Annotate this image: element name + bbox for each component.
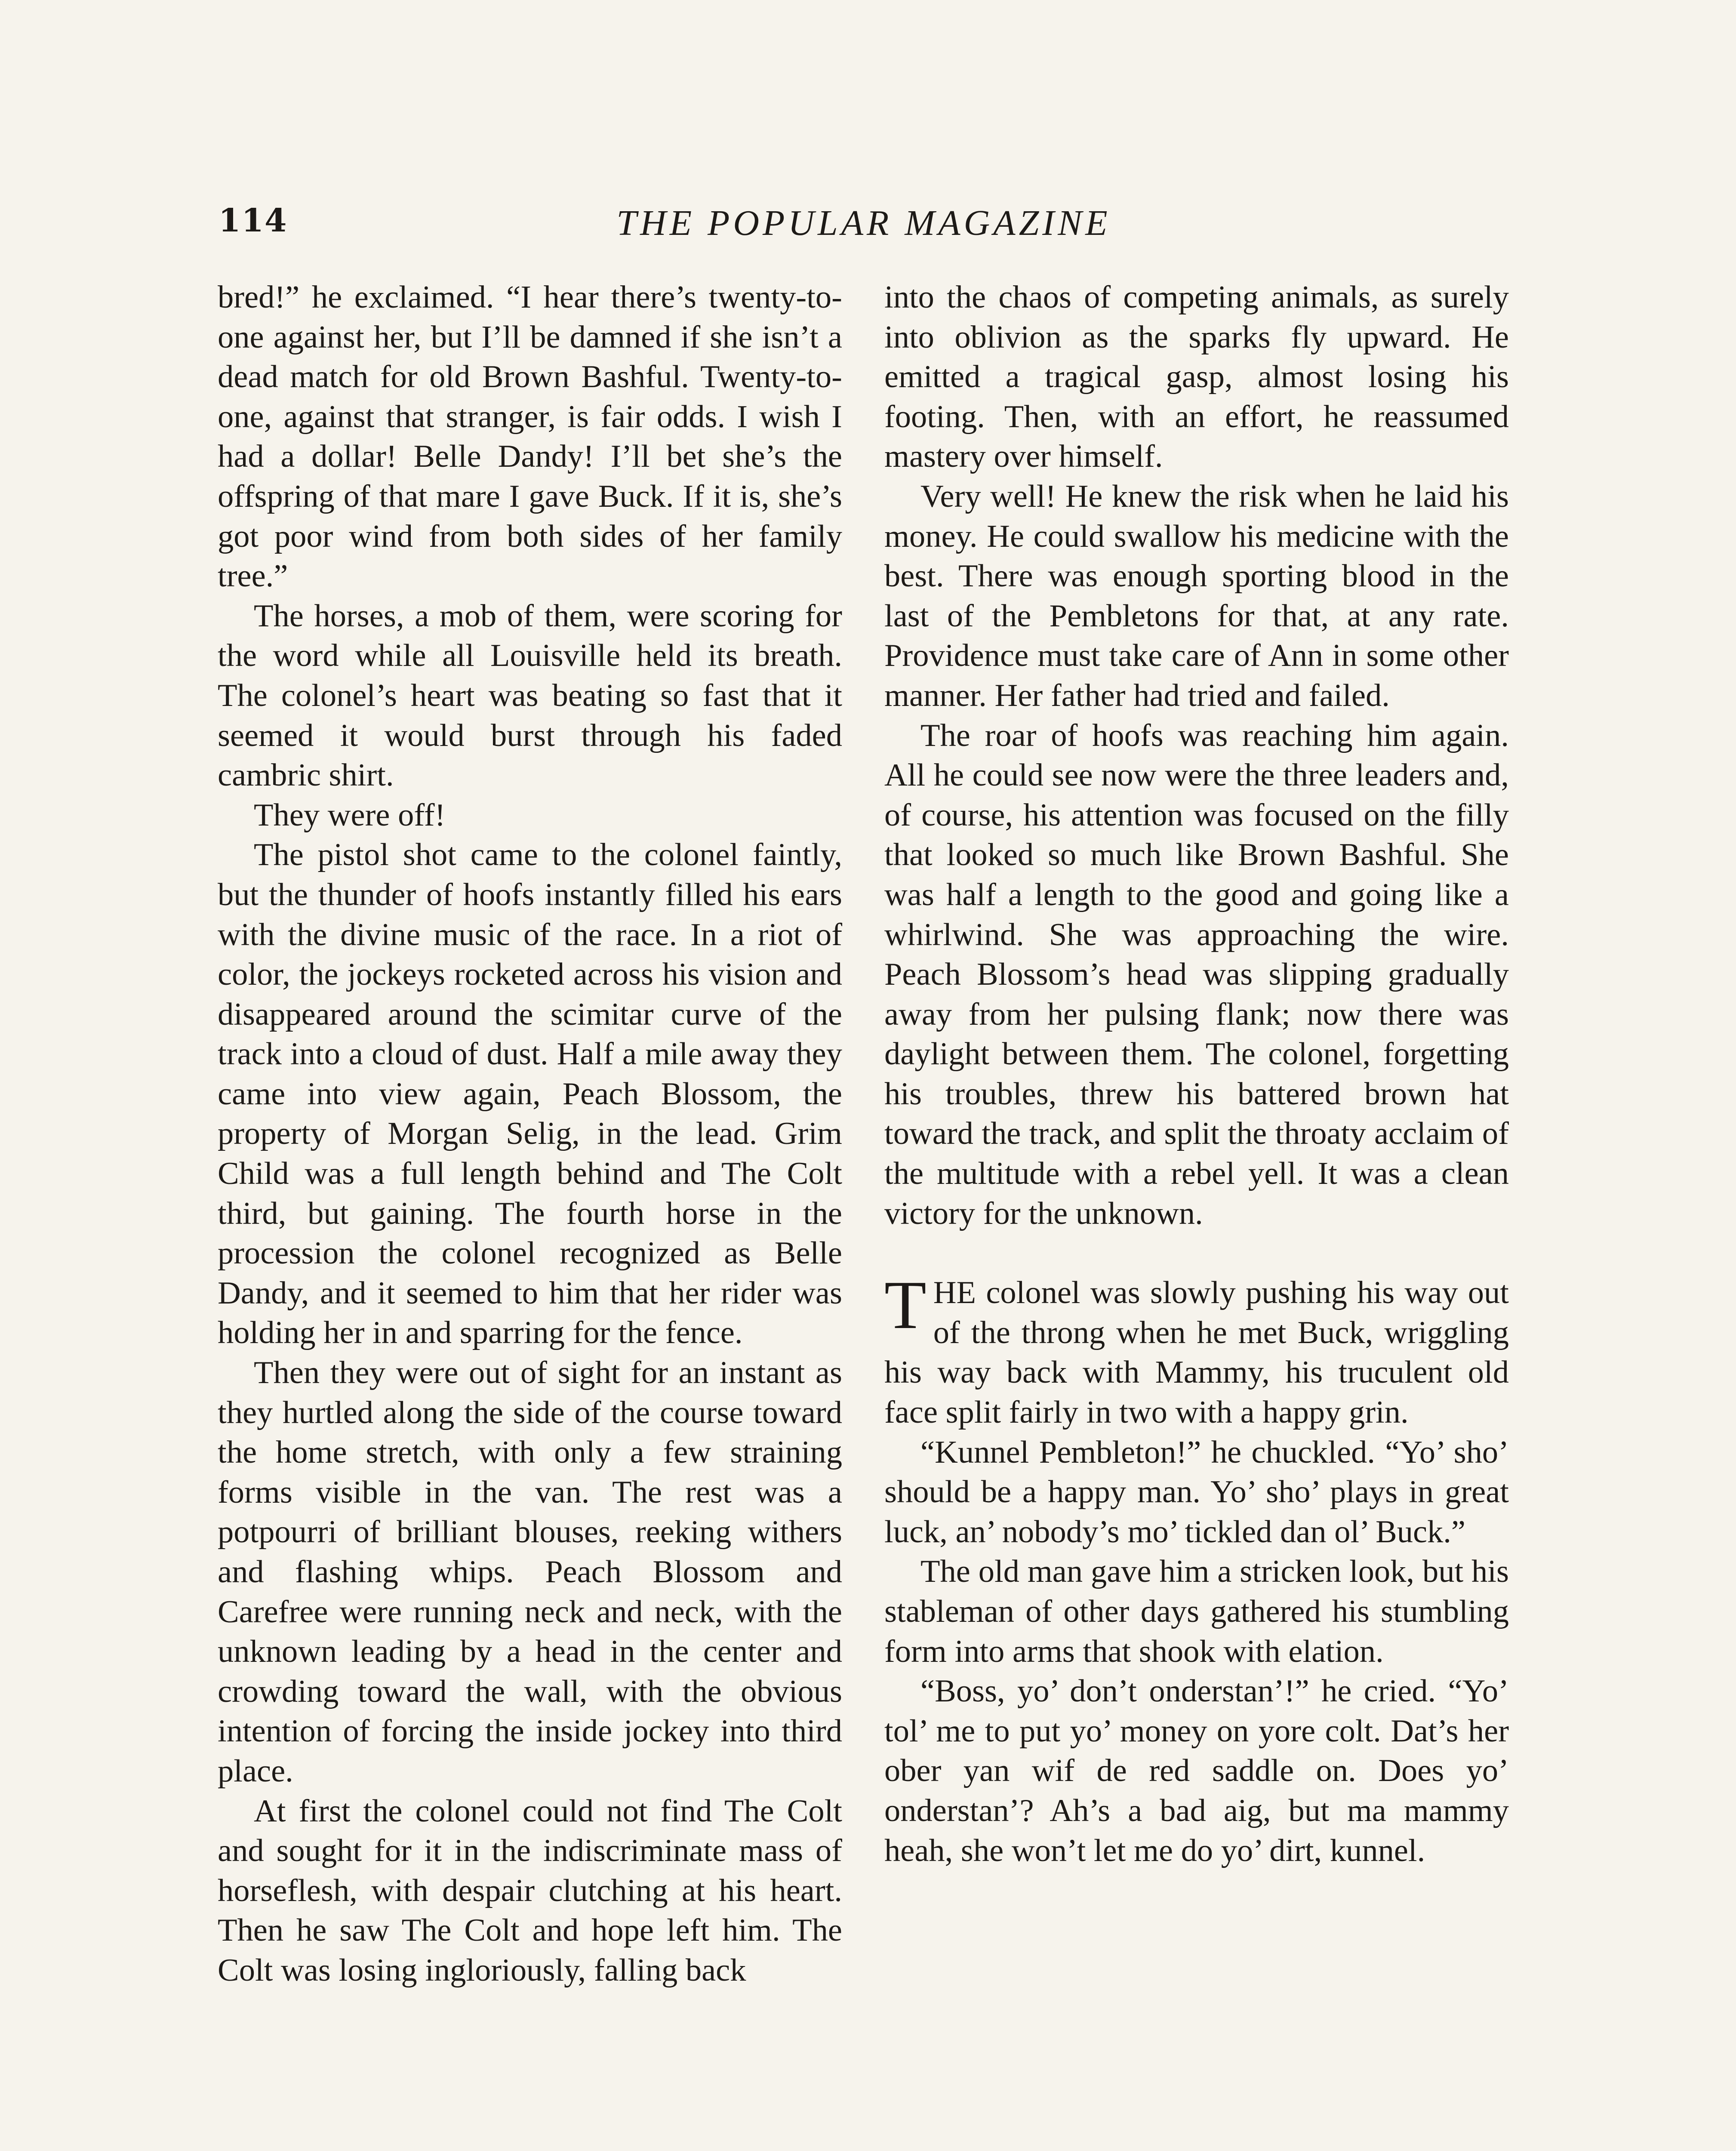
page-header: [219, 202, 1509, 254]
running-title: THE POPULAR MAGAZINE: [616, 203, 1111, 243]
paragraph: “Boss, yo’ don’t onderstan’!” he cried. “Yo’ tol’ me to put yo’ money on yore colt. Dat’s her ober yan wif de red saddle on. Does yo’ onderstan’? Ah’s a bad aig, but ma mammy heah, she won’t let me do yo’ dirt, kunnel.: [884, 1673, 1509, 1868]
paragraph: bred!” he exclaimed. “I hear there’s twenty-to-one against her, but I’ll be damned if she isn’t a dead match for old Brown Bashful. Twenty-to-one, against that stranger, is fair odds. I wish I had a dollar! Belle Dandy! I’ll bet she’s the offspring of that mare I gave Buck. If it is, she’s got poor wind from both sides of her family tree.”: [218, 280, 842, 594]
section-opening-paragraph: [884, 1267, 1509, 1432]
paragraph: The old man gave him a stricken look, but his stableman of other days gathered his stumbling form into arms that shook with elation.: [884, 1554, 1509, 1669]
paragraph: The roar of hoofs was reaching him again. All he could see now were the three leaders and, of course, his attention was focused on the filly that looked so much like Brown Bashful. She was half a length to the good and going like a whirlwind. She was approaching the wire. Peach Blossom’s head was slipping gradually away from her pulsing flank; now there was daylight between them. The colonel, forgetting his troubles, threw his battered brown hat toward the track, and split the throaty acclaim of the multitude with a rebel yell. It was a clean victory for the unknown.: [884, 718, 1509, 1231]
paragraph: Then they were out of sight for an instant as they hurtled along the side of the course toward the home stretch, with only a few straining forms visible in the van. The rest was a potpourri of brilliant blouses, reeking withers and flashing whips. Peach Blossom and Carefree were running neck and neck, with the unknown leading by a head in the center and crowding toward the wall, with the obvious intention of forcing the inside jockey into third place.: [218, 1355, 842, 1789]
paragraph: At first the colonel could not find The Colt and sought for it in the indiscriminate mass of horseflesh, with despair clutching at his heart. Then he saw The Colt and hope left him. The Colt was losing ingloriously, falling back: [218, 1793, 842, 1988]
section-break: [884, 1233, 1509, 1273]
paragraph: into the chaos of competing animals, as surely into oblivion as the sparks fly upward. He emitted a tragical gasp, almost losing his footing. Then, with an effort, he reassumed mastery over himself.: [884, 280, 1509, 475]
drop-cap: T: [884, 1267, 926, 1344]
paragraph: Very well! He knew the risk when he laid his money. He could swallow his medicine with the best. There was enough sporting blood in the last of the Pembletons for that, at any rate. Providence must take care of Ann in some other manner. Her father had tried and failed.: [884, 478, 1509, 713]
left-column: [218, 277, 842, 1991]
paragraph: They were off!: [254, 797, 446, 833]
paragraph: The pistol shot came to the colonel faintly, but the thunder of hoofs instantly filled his ears with the divine music of the race. In a riot of color, the jockeys rocketed across his vision and disappeared around the scimitar curve of the track into a cloud of dust. Half a mile away they came into view again, Peach Blossom, the property of Morgan Selig, in the lead. Grim Child was a full length behind and The Colt third, but gaining. The fourth horse in the procession the colonel recognized as Belle Dandy, and it seemed to him that her rider was holding her in and sparring for the fence.: [218, 837, 842, 1351]
paragraph: “Kunnel Pembleton!” he chuckled. “Yo’ sho’ should be a happy man. Yo’ sho’ plays in great luck, an’ nobody’s mo’ tickled dan ol’ Buck.”: [884, 1434, 1509, 1550]
drop-cap-paragraph-text: HE colonel was slowly pushing his way out of the throng when he met Buck, wriggling his way back with Mammy, his truculent old face split fairly in two with a happy grin.: [884, 1275, 1509, 1430]
paragraph: The horses, a mob of them, were scoring for the word while all Louisville held its breath. The colonel’s heart was beating so fast that it seemed it would burst through his faded cambric shirt.: [218, 598, 842, 793]
right-column: [884, 277, 1509, 1871]
page-number: 114: [219, 202, 288, 239]
